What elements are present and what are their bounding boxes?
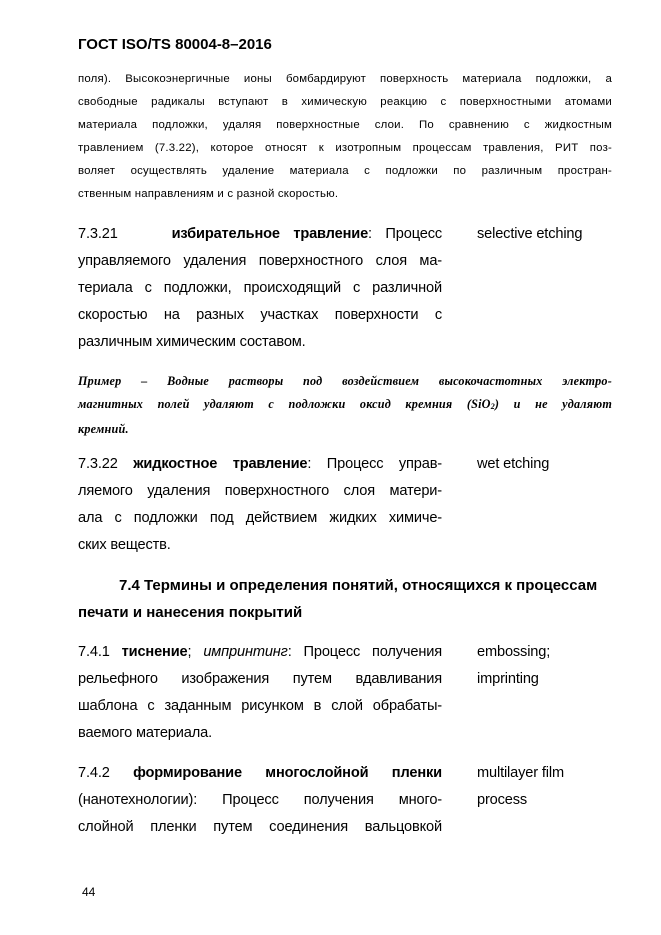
term-number: 7.3.22 xyxy=(78,456,118,472)
section-heading xyxy=(78,572,622,626)
term-name: формирование многослойной пленки xyxy=(133,765,442,781)
text-line: управляемого удаления поверхностного слоя ма- xyxy=(78,253,442,269)
english-term-line: imprinting xyxy=(477,671,539,687)
term-entry-7-3-22 xyxy=(78,451,442,559)
term-entry-7-4-1 xyxy=(78,639,442,747)
text-line: Пример – Водные растворы под воздействием высокочастотных электро- xyxy=(78,374,612,388)
page-number: 44 xyxy=(82,885,96,899)
term-name: жидкостное травление xyxy=(133,456,308,472)
text-line: териала с подложки, происходящий с различной xyxy=(78,280,442,296)
example-note xyxy=(78,370,612,441)
term-name: тиснение xyxy=(121,644,188,660)
term-definition-start: : Процесс управ- xyxy=(307,456,443,472)
example-text: магнитных полей удаляют с подложки оксид кремния (SiO xyxy=(78,397,491,411)
text-line: (нанотехнологии): Процесс получения много- xyxy=(78,792,442,808)
text-line: шаблона с заданным рисунком в слой обрабаты- xyxy=(78,698,442,714)
text-line: поля). Высокоэнергичные ионы бомбардируют поверхность материала подложки, а xyxy=(78,73,612,85)
term-first-line xyxy=(78,639,442,666)
text-line: ских веществ. xyxy=(78,537,171,553)
section-title-line: 7.4 Термины и определения понятий, относящихся к процессам xyxy=(119,577,598,594)
english-term-line: process xyxy=(477,792,528,808)
text-line: слойной пленки путем соединения вальцовкой xyxy=(78,819,442,835)
text-line: ляемого удаления поверхностного слоя матери- xyxy=(78,483,442,499)
english-term-line: embossing; xyxy=(477,644,551,660)
text-line: воляет осуществлять удаление материала с подложки по различным простран- xyxy=(78,165,612,177)
subscript: 2 xyxy=(490,402,495,411)
english-term-line: multilayer film xyxy=(477,765,564,781)
term-number: 7.4.1 xyxy=(78,644,110,660)
term-first-line xyxy=(78,451,442,478)
term-definition-start: : Процесс получения xyxy=(287,644,443,660)
text-line: ала с подложки под действием жидких химиче- xyxy=(78,510,442,526)
section-title-line: печати и нанесения покрытий xyxy=(78,604,303,621)
english-term: selective etching xyxy=(477,226,583,242)
separator: ; xyxy=(187,644,192,660)
text-line: свободные радикалы вступают в химическую реакцию с поверхностными атомами xyxy=(78,96,612,108)
example-text: ) и не удаляют xyxy=(494,397,612,411)
text-line: травлением (7.3.22), которое относят к изотропным процессам травления, РИТ поз- xyxy=(78,142,612,154)
intro-paragraph xyxy=(78,68,612,206)
term-number: 7.3.21 xyxy=(78,226,118,242)
text-line: рельефного изображения путем вдавливания xyxy=(78,671,442,687)
term-entry-7-3-21 xyxy=(78,221,442,356)
term-first-line xyxy=(78,760,442,787)
term-name: избирательное травление xyxy=(171,226,369,242)
text-line: кремний. xyxy=(78,422,129,436)
term-synonym: импринтинг xyxy=(203,644,288,660)
text-line: различным химическим составом. xyxy=(78,334,306,350)
term-first-line xyxy=(78,221,442,248)
text-line: ственным направлениям и с разной скоростью. xyxy=(78,188,339,200)
text-line xyxy=(78,393,612,418)
term-definition-start: : Процесс xyxy=(368,226,443,242)
text-line: скоростью на разных участках поверхности с xyxy=(78,307,442,323)
english-term xyxy=(477,639,550,693)
english-term: wet etching xyxy=(477,456,550,472)
term-number: 7.4.2 xyxy=(78,765,110,781)
term-entry-7-4-2 xyxy=(78,760,442,841)
document-header: ГОСТ ISO/TS 80004-8–2016 xyxy=(78,36,272,53)
text-line: материала подложки, удаляя поверхностные слои. По сравнению с жидкостным xyxy=(78,119,612,131)
english-term xyxy=(477,760,564,814)
text-line: ваемого материала. xyxy=(78,725,212,741)
